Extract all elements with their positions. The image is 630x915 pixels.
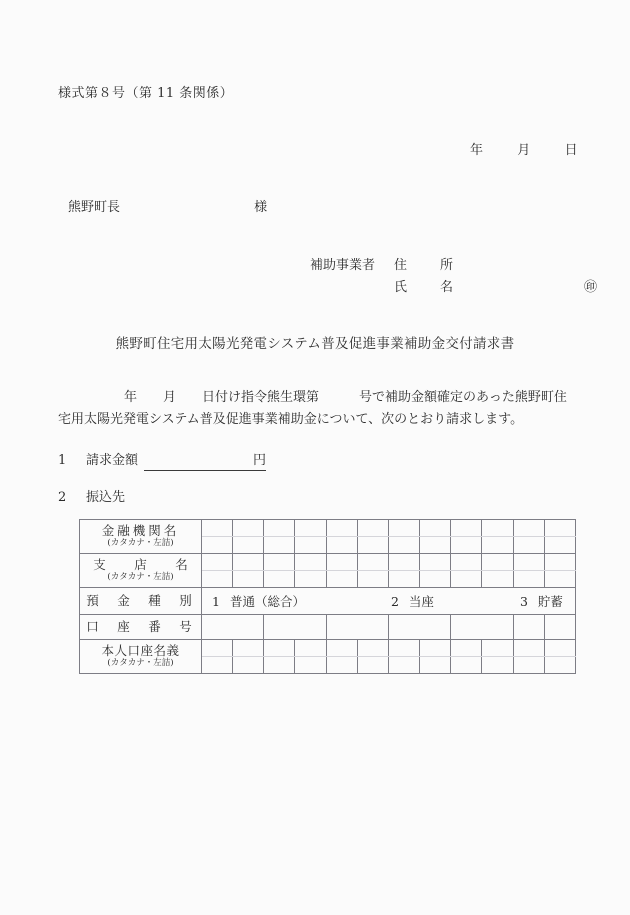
input-cell[interactable] xyxy=(482,554,513,571)
input-cell[interactable] xyxy=(388,520,419,537)
input-cell[interactable] xyxy=(357,657,388,674)
item-transfer-destination xyxy=(58,486,125,505)
input-cell[interactable] xyxy=(295,640,326,657)
seal-icon: ㊞ xyxy=(584,280,598,295)
input-cell[interactable] xyxy=(202,571,233,588)
input-cell[interactable] xyxy=(295,571,326,588)
item-claim-amount xyxy=(58,449,266,471)
table-row xyxy=(80,640,576,657)
input-cell[interactable] xyxy=(326,640,357,657)
row-label-financial-institution xyxy=(80,520,202,554)
input-cell[interactable] xyxy=(202,640,233,657)
item-2-label: 振込先 xyxy=(86,490,126,505)
input-cell[interactable] xyxy=(544,520,575,537)
item-2-number: 2 xyxy=(58,490,67,505)
input-cell[interactable] xyxy=(451,657,482,674)
input-cell[interactable] xyxy=(233,640,264,657)
date-line xyxy=(470,139,578,158)
addressee-honorific: 様 xyxy=(254,200,268,215)
input-cell[interactable] xyxy=(544,537,575,554)
deposit-option-label: 普通（総合） xyxy=(229,594,305,609)
date-year-label: 年 xyxy=(470,143,484,158)
input-cell[interactable] xyxy=(544,657,575,674)
row-label-main: 口 座 番 号 xyxy=(86,618,195,634)
date-day-label: 日 xyxy=(564,143,578,158)
account-digit-cell[interactable] xyxy=(451,615,513,640)
input-cell[interactable] xyxy=(451,537,482,554)
input-cell[interactable] xyxy=(202,554,233,571)
input-cell[interactable] xyxy=(264,571,295,588)
claim-amount-unit: 円 xyxy=(253,453,267,468)
input-cell[interactable] xyxy=(357,571,388,588)
input-cell[interactable] xyxy=(326,571,357,588)
input-cell[interactable] xyxy=(482,657,513,674)
applicant-name-row xyxy=(310,277,597,299)
row-label-main: 金融機関名 xyxy=(101,522,180,538)
body-year-label: 年 xyxy=(124,390,138,405)
account-digit-cell[interactable] xyxy=(513,615,544,640)
row-label-main: 支 店 名 xyxy=(93,556,196,572)
input-cell[interactable] xyxy=(420,554,451,571)
input-cell[interactable] xyxy=(326,520,357,537)
applicant-name-label: 氏 名 xyxy=(394,280,464,295)
body-month-label: 月 xyxy=(163,390,177,405)
input-cell[interactable] xyxy=(513,571,544,588)
deposit-option-savings[interactable] xyxy=(520,592,563,610)
row-label-account-number xyxy=(80,615,202,640)
deposit-option-label: 当座 xyxy=(408,594,434,609)
input-cell[interactable] xyxy=(388,640,419,657)
input-cell[interactable] xyxy=(451,640,482,657)
input-cell[interactable] xyxy=(233,657,264,674)
input-cell[interactable] xyxy=(420,657,451,674)
input-cell[interactable] xyxy=(264,537,295,554)
input-cell[interactable] xyxy=(451,571,482,588)
claim-amount-field[interactable] xyxy=(144,449,266,471)
page-title: 熊野町住宅用太陽光発電システム普及促進事業補助金交付請求書 xyxy=(115,336,515,352)
input-cell[interactable] xyxy=(264,554,295,571)
deposit-option-number: 1 xyxy=(212,594,220,609)
row-label-main: 預 金 種 別 xyxy=(86,592,195,608)
input-cell[interactable] xyxy=(202,520,233,537)
applicant-address-label: 住 所 xyxy=(394,258,464,273)
input-cell[interactable] xyxy=(451,520,482,537)
input-cell[interactable] xyxy=(357,640,388,657)
deposit-type-options xyxy=(202,588,576,615)
deposit-option-ordinary[interactable] xyxy=(212,592,305,610)
input-cell[interactable] xyxy=(482,520,513,537)
input-cell[interactable] xyxy=(233,520,264,537)
deposit-option-checking[interactable] xyxy=(391,592,434,610)
item-1-number: 1 xyxy=(58,453,67,468)
input-cell[interactable] xyxy=(233,537,264,554)
input-cell[interactable] xyxy=(326,657,357,674)
input-cell[interactable] xyxy=(357,554,388,571)
row-label-branch-name xyxy=(80,554,202,588)
input-cell[interactable] xyxy=(482,537,513,554)
input-cell[interactable] xyxy=(264,657,295,674)
input-cell[interactable] xyxy=(388,657,419,674)
input-cell[interactable] xyxy=(420,640,451,657)
input-cell[interactable] xyxy=(264,520,295,537)
input-cell[interactable] xyxy=(326,554,357,571)
row-label-deposit-type xyxy=(80,588,202,615)
input-cell[interactable] xyxy=(420,537,451,554)
form-number: 様式第８号（第 11 条関係） xyxy=(58,86,234,101)
addressee-name: 熊野町長 xyxy=(68,200,121,215)
input-cell[interactable] xyxy=(388,554,419,571)
row-label-account-holder xyxy=(80,640,202,674)
input-cell[interactable] xyxy=(513,520,544,537)
input-cell[interactable] xyxy=(482,571,513,588)
row-label-sub: (カタカナ・左詰) xyxy=(107,658,174,669)
deposit-option-label: 貯蓄 xyxy=(537,594,563,609)
input-cell[interactable] xyxy=(513,537,544,554)
applicant-role-label: 補助事業者 xyxy=(310,258,376,273)
input-cell[interactable] xyxy=(482,640,513,657)
account-digit-cell[interactable] xyxy=(326,615,388,640)
account-digit-cell[interactable] xyxy=(202,615,264,640)
input-cell[interactable] xyxy=(202,657,233,674)
row-label-sub: (カタカナ・左詰) xyxy=(107,572,174,583)
table-row xyxy=(80,588,576,615)
input-cell[interactable] xyxy=(295,657,326,674)
input-cell[interactable] xyxy=(295,537,326,554)
table-row xyxy=(80,554,576,571)
input-cell[interactable] xyxy=(544,571,575,588)
row-label-sub: (カタカナ・左詰) xyxy=(107,538,174,549)
input-cell[interactable] xyxy=(420,520,451,537)
account-digit-cell[interactable] xyxy=(544,615,575,640)
input-cell[interactable] xyxy=(388,537,419,554)
input-cell[interactable] xyxy=(357,537,388,554)
deposit-option-number: 3 xyxy=(519,594,528,609)
input-cell[interactable] xyxy=(513,640,544,657)
bank-details-table xyxy=(79,519,576,674)
input-cell[interactable] xyxy=(420,571,451,588)
body-decision-text: 日付け指令熊生環第 xyxy=(202,390,320,405)
input-cell[interactable] xyxy=(295,554,326,571)
input-cell[interactable] xyxy=(357,520,388,537)
body-line-2: 宅用太陽光発電システム普及促進事業補助金について、次のとおり請求します。 xyxy=(58,412,524,427)
input-cell[interactable] xyxy=(264,640,295,657)
input-cell[interactable] xyxy=(513,554,544,571)
input-cell[interactable] xyxy=(544,554,575,571)
applicant-block xyxy=(310,255,597,299)
table-row xyxy=(80,615,576,640)
body-paragraph xyxy=(58,387,578,431)
input-cell[interactable] xyxy=(388,571,419,588)
date-month-label: 月 xyxy=(517,143,531,158)
item-1-label: 請求金額 xyxy=(86,453,139,468)
row-label-main: 本人口座名義 xyxy=(101,642,180,658)
addressee xyxy=(68,196,267,215)
input-cell[interactable] xyxy=(513,657,544,674)
input-cell[interactable] xyxy=(326,537,357,554)
account-digit-cell[interactable] xyxy=(264,615,326,640)
deposit-option-number: 2 xyxy=(390,594,399,609)
account-digit-cell[interactable] xyxy=(388,615,450,640)
input-cell[interactable] xyxy=(233,571,264,588)
input-cell[interactable] xyxy=(202,537,233,554)
table-row xyxy=(80,520,576,537)
applicant-address-row xyxy=(310,255,597,277)
input-cell[interactable] xyxy=(544,640,575,657)
input-cell[interactable] xyxy=(233,554,264,571)
input-cell[interactable] xyxy=(451,554,482,571)
input-cell[interactable] xyxy=(295,520,326,537)
body-decision-tail: 号で補助金額確定のあった熊野町住 xyxy=(359,390,567,405)
